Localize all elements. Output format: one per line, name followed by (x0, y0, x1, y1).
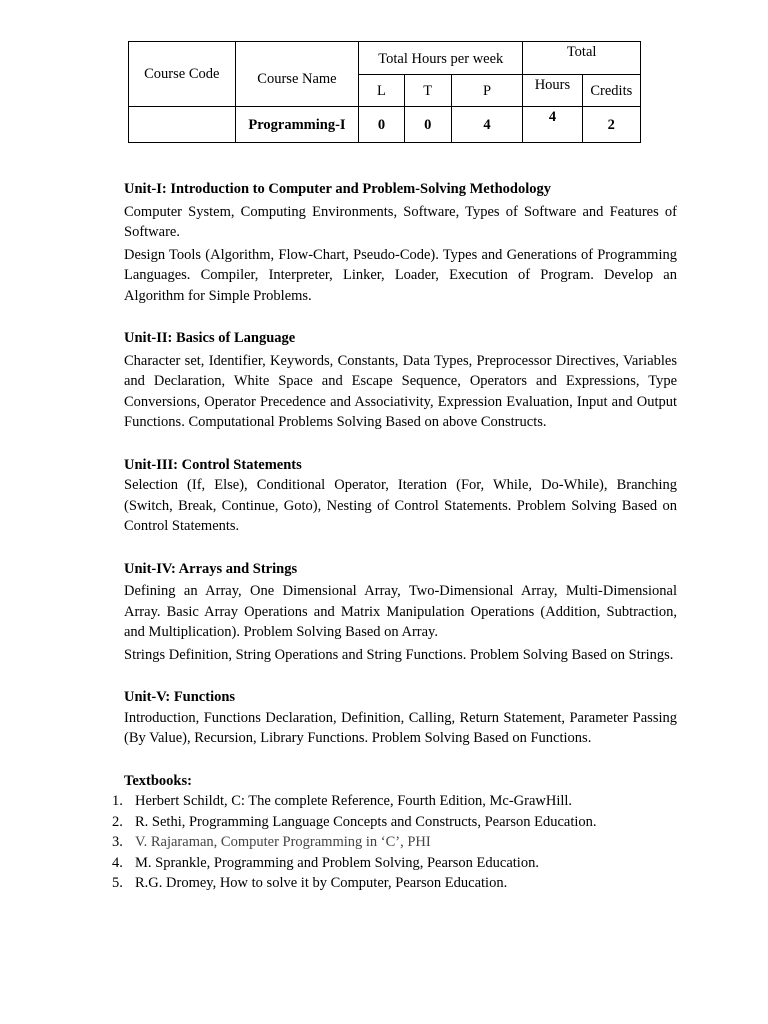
header-p: P (451, 75, 522, 107)
list-item-text: R.G. Dromey, How to solve it by Computer, Pearson Education. (135, 875, 508, 891)
header-course-name: Course Name (235, 42, 359, 107)
header-t: T (404, 75, 451, 107)
header-l: L (359, 75, 404, 107)
list-item-text: M. Sprankle, Programming and Problem Solving, Pearson Education. (135, 854, 539, 871)
cell-credits: 2 (582, 107, 640, 143)
list-item (112, 873, 677, 894)
unit-title: Unit-III: Control Statements (124, 456, 302, 473)
unit-title: Unit-IV: Arrays and Strings (124, 560, 298, 577)
unit-paragraph: Computer System, Computing Environments, Software, Types of Software and Features of Software. (124, 203, 677, 240)
unit-title: Unit-V: Functions (124, 689, 236, 705)
list-number: 2. (112, 813, 123, 830)
cell-t: 0 (404, 107, 451, 143)
unit-title: Unit-II: Basics of Language (124, 330, 296, 346)
list-item (112, 832, 677, 853)
unit-paragraph: Defining an Array, One Dimensional Array, Two-Dimensional Array, Multi-Dimensional Array. Basic Array Operations and Matrix Manipulation Operations (Addition, Subtraction, and Multiplication). Problem Solving Based on Array. (124, 583, 677, 640)
unit-paragraph: Selection (If, Else), Conditional Operator, Iteration (For, While, Do-While), Branching (Switch, Break, Continue, Goto), Nesting of Control Statements. Problem Solving Based on Control Statements. (124, 477, 677, 534)
header-hours: Hours (523, 75, 582, 107)
header-total: Total (523, 42, 641, 75)
unit-5 (124, 687, 677, 749)
header-course-code: Course Code (129, 42, 236, 107)
textbooks-section (112, 771, 677, 894)
list-item-text: Herbert Schildt, C: The complete Reference, Fourth Edition, Mc-GrawHill. (135, 793, 573, 809)
list-item-text: R. Sethi, Programming Language Concepts and Constructs, Pearson Education. (135, 813, 597, 830)
unit-paragraph: Strings Definition, String Operations and String Functions. Problem Solving Based on Strings. (124, 646, 674, 663)
list-item (112, 812, 677, 833)
unit-1 (124, 179, 677, 306)
unit-paragraph: Design Tools (Algorithm, Flow-Chart, Pseudo-Code). Types and Generations of Programming Languages. Compiler, Interpreter, Linker, Loader, Execution of Program. Develop an Algorithm for Simple Problems. (124, 246, 677, 304)
unit-paragraph: Character set, Identifier, Keywords, Constants, Data Types, Preprocessor Directives, Variables and Declaration, White Space and Escape Sequence, Operators and Expressions, Type Conversions, Operator Precedence and Associativity, Expression Evaluation, Input and Output Functions. Computational Problems Solving Based on above Constructs. (124, 352, 677, 430)
unit-4 (124, 559, 677, 666)
cell-course-name: Programming-I (235, 107, 359, 143)
syllabus-content (112, 179, 677, 894)
cell-course-code (129, 107, 236, 143)
cell-p: 4 (451, 107, 522, 143)
cell-hours: 4 (523, 107, 582, 143)
table-row (129, 107, 641, 143)
header-total-hours-per-week: Total Hours per week (359, 42, 523, 75)
table-header-row (129, 42, 641, 75)
unit-title: Unit-I: Introduction to Computer and Problem-Solving Methodology (124, 181, 551, 197)
textbooks-list (112, 791, 677, 894)
cell-l: 0 (359, 107, 404, 143)
course-table (128, 41, 641, 143)
unit-paragraph: Introduction, Functions Declaration, Definition, Calling, Return Statement, Parameter Passing (By Value), Recursion, Library Functions. Problem Solving Based on Functions. (124, 709, 677, 746)
list-item (112, 853, 677, 874)
textbooks-title: Textbooks: (124, 772, 192, 789)
list-number: 4. (112, 854, 123, 871)
header-credits: Credits (582, 75, 640, 107)
list-item-text: V. Rajaraman, Computer Programming in ‘C’, PHI (135, 834, 431, 850)
unit-2 (124, 328, 677, 433)
list-number: 5. (112, 875, 123, 891)
list-item (112, 791, 677, 812)
list-number: 1. (112, 793, 123, 809)
list-number: 3. (112, 834, 123, 850)
unit-3 (124, 455, 677, 537)
